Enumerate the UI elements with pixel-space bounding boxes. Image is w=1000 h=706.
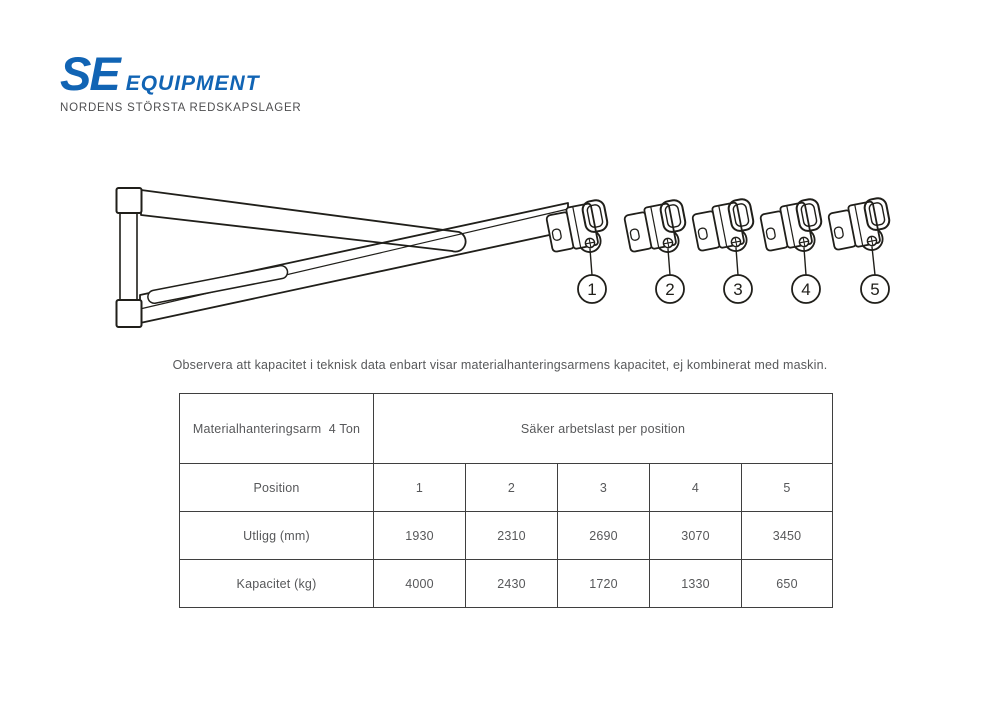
table-cell: 5: [742, 464, 833, 512]
trolley-hook-2: [623, 199, 690, 259]
table-row-position: [180, 464, 833, 512]
jib-arm-beam: [140, 203, 568, 323]
table-cell: 4: [650, 464, 742, 512]
logo-initials: SE: [60, 47, 119, 100]
table-cell: 3: [558, 464, 650, 512]
product-label-cell: Materialhanteringsarm 4 Ton: [180, 394, 374, 464]
table-row-kapacitet: [180, 560, 833, 608]
trolley-hook-5: [827, 197, 894, 257]
position-callout-3: 3: [733, 280, 743, 299]
logo-tagline: NORDENS STÖRSTA REDSKAPSLAGER: [60, 102, 302, 114]
position-callouts: [578, 275, 889, 303]
position-callout-2: 2: [665, 280, 675, 299]
table-header-row: [180, 394, 833, 464]
row-label: Position: [180, 464, 374, 512]
table-cell: 3070: [650, 512, 742, 560]
logo-brand-name: EQUIPMENT: [125, 72, 260, 95]
table-row-utligg: [180, 512, 833, 560]
table-cell: 2690: [558, 512, 650, 560]
trolley-hook-4: [759, 198, 826, 258]
table-cell: 2430: [466, 560, 558, 608]
capacity-note: Observera att kapacitet i teknisk data enbart visar materialhanteringsarmens kapacitet, ej kombinerat med maskin.: [172, 358, 828, 372]
table-cell: 1330: [650, 560, 742, 608]
table-cell: 3450: [742, 512, 833, 560]
table-cell: 4000: [374, 560, 466, 608]
capacity-table: [179, 393, 833, 608]
table-cell: 1720: [558, 560, 650, 608]
table-cell: 2: [466, 464, 558, 512]
table-title-cell: Säker arbetslast per position: [374, 394, 833, 464]
table-cell: 2310: [466, 512, 558, 560]
position-callout-5: 5: [870, 280, 880, 299]
trolley-hook-3: [691, 198, 758, 258]
table-cell: 1930: [374, 512, 466, 560]
position-callout-1: 1: [587, 280, 597, 299]
table-cell: 1: [374, 464, 466, 512]
jib-arm-diagram: [0, 0, 1000, 345]
row-label: Utligg (mm): [180, 512, 374, 560]
position-callout-4: 4: [801, 280, 811, 299]
table-cell: 650: [742, 560, 833, 608]
row-label: Kapacitet (kg): [180, 560, 374, 608]
